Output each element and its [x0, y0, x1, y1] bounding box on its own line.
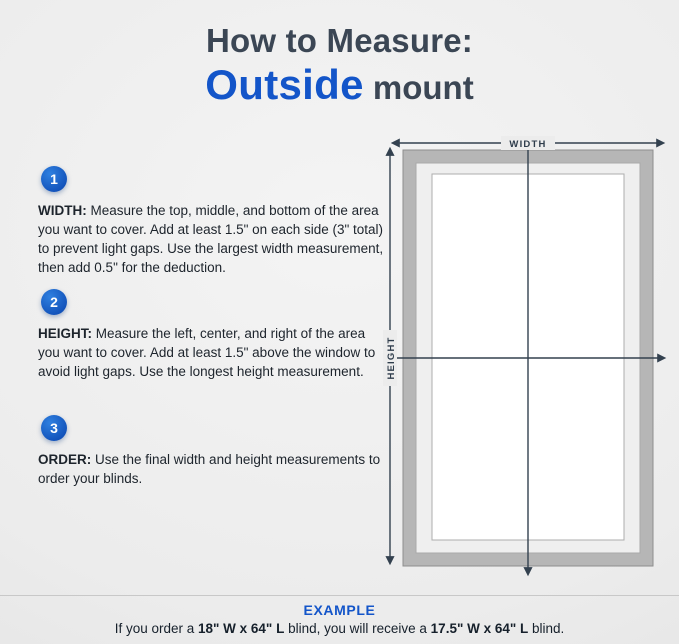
example-part-5: blind.: [528, 621, 565, 636]
step-order: [38, 415, 386, 488]
step-1-badge: 1: [41, 166, 67, 192]
width-label: WIDTH: [509, 139, 547, 150]
example-part-1: If you order a: [114, 621, 198, 636]
example-heading: EXAMPLE: [303, 602, 376, 618]
step-width: [38, 166, 386, 278]
title-highlight: Outside: [205, 60, 364, 108]
step-1-text: [38, 201, 386, 278]
step-3-label: ORDER:: [38, 452, 92, 468]
height-label: HEIGHT: [386, 336, 397, 380]
step-3-badge: 3: [41, 415, 67, 441]
step-1-label: WIDTH:: [38, 203, 87, 218]
title-line2: [0, 61, 679, 109]
step-2-text: [38, 324, 386, 381]
title-line1: How to Measure:: [205, 22, 474, 59]
step-2-badge: 2: [41, 289, 67, 315]
window-diagram: [380, 133, 675, 591]
step-2-body: Measure the left, center, and right of the area you want to cover. Add at least 1.5" above the window to avoid light gaps. Use the longest height measurement.: [38, 325, 376, 379]
step-height: [38, 289, 386, 381]
step-1-body: Measure the top, middle, and bottom of the area you want to cover. Add at least 1.5" on each side (3" total) to prevent light gaps. Use the largest width measurement, then add 0.5" for the deduction.: [38, 203, 384, 276]
title-suffix: mount: [363, 68, 474, 106]
steps-list: [38, 166, 386, 488]
step-3-text: [38, 450, 386, 488]
divider-line: [0, 595, 679, 596]
example-text: [0, 621, 679, 636]
step-3-body: Use the final width and height measurements to order your blinds.: [38, 452, 381, 487]
example-received-size: 17.5" W x 64" L: [430, 621, 529, 636]
example-ordered-size: 18" W x 64" L: [198, 621, 285, 636]
page-title: [0, 22, 679, 109]
step-2-label: HEIGHT:: [38, 325, 92, 341]
window-diagram-svg: [380, 133, 675, 591]
example-part-3: blind, you will receive a: [284, 621, 431, 636]
